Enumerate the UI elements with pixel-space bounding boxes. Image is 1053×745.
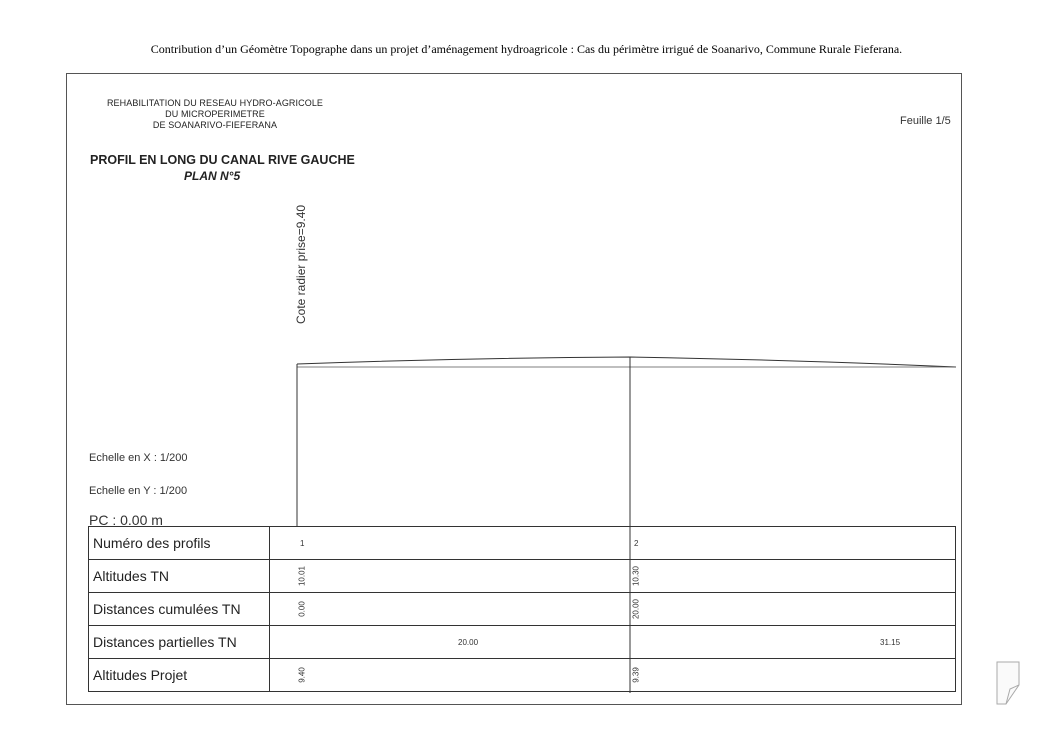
- profile-title: PROFIL EN LONG DU CANAL RIVE GAUCHE: [90, 153, 355, 167]
- project-line-1: REHABILITATION DU RESEAU HYDRO-AGRICOLE: [106, 98, 324, 108]
- distance-cumulee-1: 0.00: [297, 601, 307, 617]
- row-values-altitudes-projet: [270, 659, 956, 692]
- document-header: Contribution d’un Géomètre Topographe dans un projet d’aménagement hydroagricole : Cas du périmètre irrigué de Soanarivo, Commune Rurale Fieferana.: [150, 42, 903, 56]
- row-values-altitudes-tn: [270, 560, 956, 593]
- row-values-profile-numbers: [270, 527, 956, 560]
- table-row-distances-cumulees: [89, 593, 956, 626]
- plan-number: PLAN N°5: [184, 169, 241, 183]
- page-curl-icon: [996, 661, 1020, 705]
- altitude-projet-2: 9.39: [631, 667, 641, 683]
- scale-y: Echelle en Y : 1/200: [89, 485, 188, 497]
- row-values-distances-cumulees: [270, 593, 956, 626]
- terrain-line: [297, 357, 956, 367]
- profile-number-2: 2: [634, 539, 639, 548]
- cote-radier-text: Cote radier prise=9.40: [294, 204, 308, 324]
- project-line-3: DE SOANARIVO-FIEFERANA: [152, 120, 278, 130]
- altitude-projet-1: 9.40: [297, 667, 307, 683]
- scale-x: Echelle en X : 1/200: [89, 452, 188, 464]
- altitude-tn-1: 10.01: [297, 565, 307, 587]
- sheet-number: Feuille 1/5: [900, 115, 951, 127]
- row-label-altitudes-tn: Altitudes TN: [89, 560, 270, 593]
- altitude-tn-2: 10.30: [631, 565, 641, 587]
- table-row-profile-numbers: [89, 527, 956, 560]
- row-label-distances-partielles: Distances partielles TN: [89, 626, 270, 659]
- row-label-distances-cumulees: Distances cumulées TN: [89, 593, 270, 626]
- table-row-altitudes-projet: [89, 659, 956, 692]
- table-row-distances-partielles: [89, 626, 956, 659]
- profile-number-1: 1: [300, 539, 305, 548]
- table-row-altitudes-tn: [89, 560, 956, 593]
- profile-data-table: [88, 526, 956, 692]
- distance-partielle-1: 20.00: [458, 638, 479, 647]
- distance-partielle-2: 31.15: [880, 638, 901, 647]
- row-values-distances-partielles: [270, 626, 956, 659]
- project-line-2: DU MICROPERIMETRE: [165, 109, 265, 119]
- row-label-altitudes-projet: Altitudes Projet: [89, 659, 270, 692]
- pc-reference: PC : 0.00 m: [89, 512, 163, 528]
- row-label-profile-numbers: Numéro des profils: [89, 527, 270, 560]
- distance-cumulee-2: 20.00: [631, 598, 641, 620]
